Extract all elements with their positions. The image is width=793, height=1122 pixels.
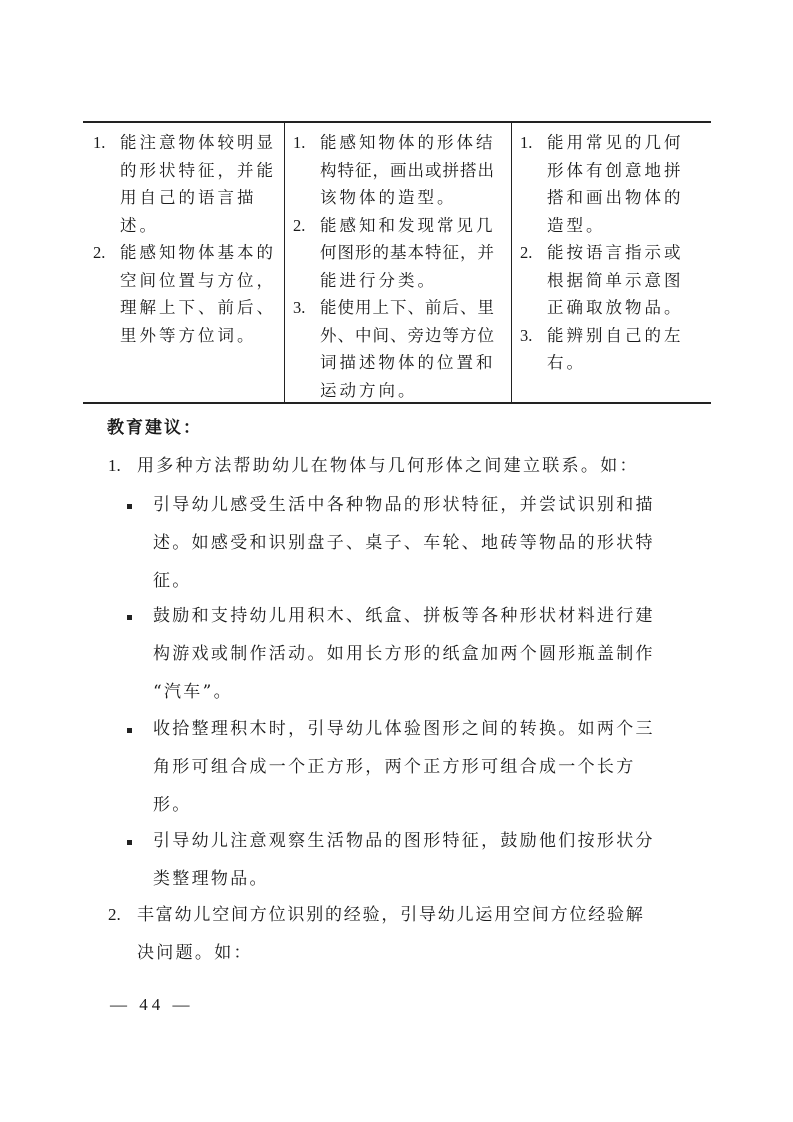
text-line: 引导幼儿感受生活中各种物品的形状特征，并尝试识别和描 [153, 495, 655, 515]
text-line: 外、中间、旁边等方位 [320, 325, 495, 345]
text-line: 决问题。如： [137, 943, 253, 963]
text-line: 征。 [153, 571, 192, 591]
paragraph-2 [137, 896, 645, 972]
bullet-item [153, 486, 655, 600]
item-number: 2. [520, 243, 533, 262]
text-line: 能辨别自己的左 [547, 325, 684, 345]
text-line: 搭和画出物体的 [547, 188, 684, 207]
text-line: 理解上下、前后、 [120, 298, 276, 317]
list-item [518, 322, 708, 377]
table-column-3 [518, 129, 708, 377]
paragraph-1 [137, 447, 639, 485]
item-number: 1. [520, 133, 533, 152]
item-number: 2. [93, 243, 106, 262]
text-line: “汽车”。 [153, 682, 233, 702]
text-line: 能使用上下、前后、里 [320, 298, 495, 317]
text-line: 何图形的基本特征，并 [320, 243, 495, 262]
text-line: 能进行分类。 [320, 270, 437, 290]
table-column-1 [91, 129, 281, 349]
text-line: 能按语言指示或 [547, 243, 684, 262]
text-line: 造型。 [547, 215, 606, 235]
text-line: 能注意物体较明显 [120, 133, 276, 152]
text-line: 引导幼儿注意观察生活物品的图形特征，鼓励他们按形状分 [153, 831, 655, 851]
text-line: 形体有创意地拼 [547, 160, 684, 180]
text-line: 角形可组合成一个正方形，两个正方形可组合成一个长方 [153, 757, 636, 777]
text-line: 用多种方法帮助幼儿在物体与几何形体之间建立联系。如： [137, 456, 639, 476]
list-item [518, 239, 708, 322]
text-line: 用自己的语言描 [120, 188, 257, 207]
text-line: 鼓励和支持幼儿用积木、纸盒、拼板等各种形状材料进行建 [153, 606, 655, 626]
list-item [291, 294, 509, 404]
text-line: 词描述物体的位置和 [320, 353, 496, 372]
text-line: 形。 [153, 795, 192, 815]
bullet-item [153, 597, 655, 711]
text-line: 里外等方位词。 [120, 325, 257, 345]
text-line: 空间位置与方位， [120, 270, 276, 290]
bullet-marker [127, 504, 132, 509]
item-number: 2. [293, 215, 306, 235]
text-line: 收拾整理积木时，引导幼儿体验图形之间的转换。如两个三 [153, 719, 655, 739]
bullet-marker [127, 840, 132, 845]
bullet-marker [127, 615, 132, 620]
text-line: 该物体的造型。 [320, 188, 457, 207]
text-line: 能感知和发现常见几 [320, 215, 496, 235]
column-divider [511, 123, 512, 402]
text-line: 运动方向。 [320, 380, 418, 400]
list-item [291, 129, 509, 212]
goals-table [83, 121, 711, 404]
item-number: 1. [293, 133, 306, 152]
page-number: — 44 — [110, 995, 194, 1014]
text-line: 右。 [547, 353, 586, 372]
text-line: 丰富幼儿空间方位识别的经验，引导幼儿运用空间方位经验解 [137, 905, 645, 925]
list-item [291, 212, 509, 295]
bullet-marker [127, 728, 132, 733]
list-item [91, 239, 281, 349]
bullet-item [153, 822, 655, 898]
text-line: 述。 [120, 215, 159, 235]
text-line: 根据简单示意图 [547, 270, 684, 290]
text-line: 能用常见的几何 [547, 133, 684, 152]
text-line: 正确取放物品。 [547, 298, 684, 317]
item-number: 3. [293, 298, 306, 317]
table-column-2 [291, 129, 509, 404]
text-line: 能感知物体的形体结 [320, 133, 496, 152]
item-number: 3. [520, 325, 533, 345]
list-item [518, 129, 708, 239]
bullet-item [153, 710, 655, 824]
text-line: 述。如感受和识别盘子、桌子、车轮、地砖等物品的形状特 [153, 533, 655, 553]
text-line: 的形状特征，并能 [120, 160, 276, 180]
paragraph-number: 1. [108, 456, 121, 475]
text-line: 构游戏或制作活动。如用长方形的纸盒加两个圆形瓶盖制作 [153, 644, 655, 664]
text-line: 构特征，画出或拼搭出 [320, 160, 495, 180]
item-number: 1. [93, 133, 106, 152]
section-heading: 教育建议： [107, 418, 202, 438]
text-line: 能感知物体基本的 [120, 243, 276, 262]
list-item [91, 129, 281, 239]
paragraph-number: 2. [108, 905, 121, 924]
text-line: 类整理物品。 [153, 869, 269, 889]
column-divider [284, 123, 285, 402]
